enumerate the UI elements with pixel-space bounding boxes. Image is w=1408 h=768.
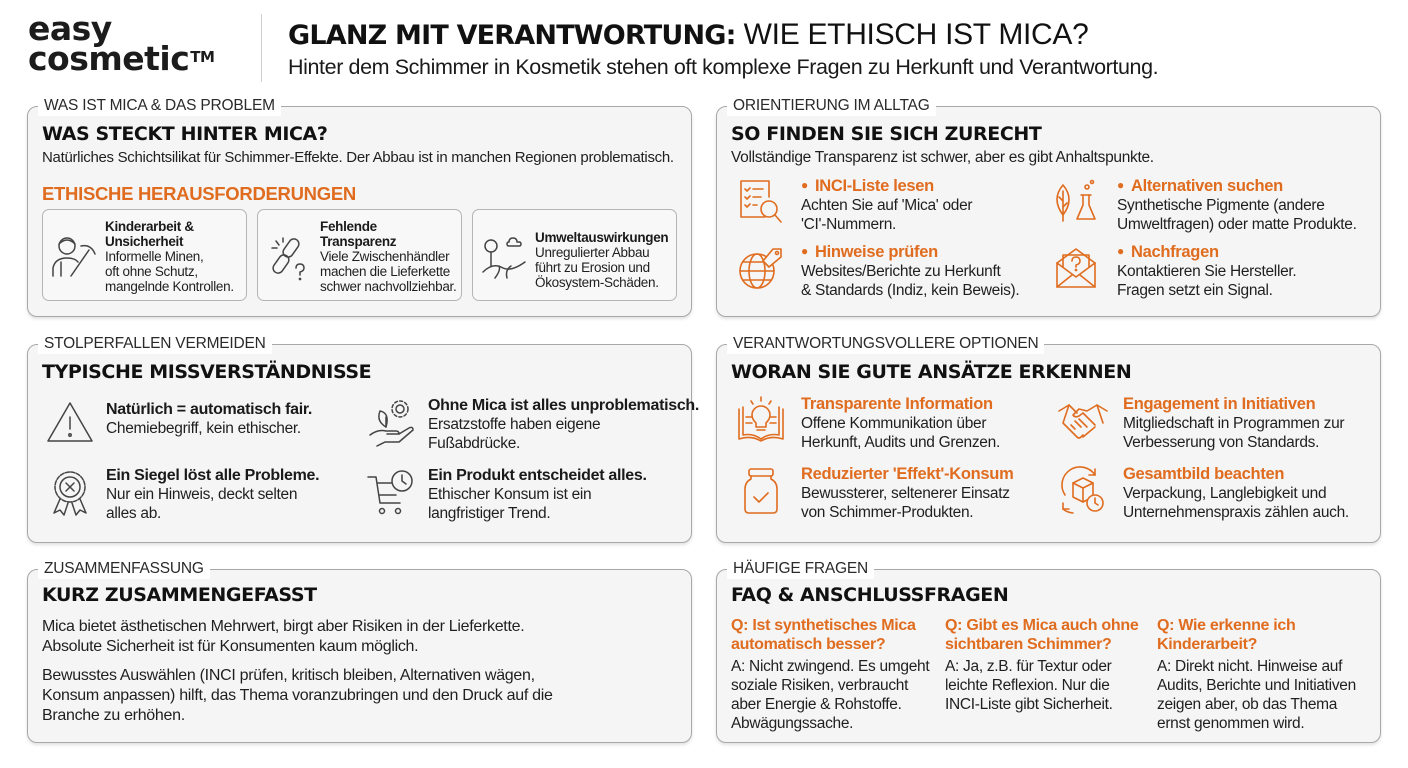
faq-answer: A: Ja, z.B. für Textur oder <box>945 658 1112 675</box>
challenge-text: Viele Zwischenhändler <box>320 249 450 264</box>
item-text: alles ab. <box>106 505 162 522</box>
item-text: langfristiger Trend. <box>428 505 551 522</box>
logo-line-2: cosmetic <box>28 39 190 78</box>
card-label: WAS IST MICA & DAS PROBLEM <box>38 96 281 116</box>
seal-x-icon <box>44 467 96 519</box>
box-cycle-clock-icon <box>1057 465 1109 517</box>
challenge-text: oft ohne Schutz, <box>105 264 198 279</box>
challenge-title-1: Umweltauswirkungen <box>535 230 669 245</box>
faq-answer: A: Nicht zwingend. Es umgeht <box>731 658 930 675</box>
page-subtitle: Hinter dem Schimmer in Kosmetik stehen oft komplexe Fragen zu Herkunft und Verantwortung. <box>288 55 1159 79</box>
card-summary <box>27 560 692 743</box>
item-text: Ersatzstoffe haben eigene <box>428 416 601 433</box>
faq-answer: A: Direkt nicht. Hinweise auf <box>1157 658 1343 675</box>
landscape-erosion-icon <box>479 232 529 282</box>
item-text: Nur ein Hinweis, deckt selten <box>106 486 298 503</box>
challenge-text: mangelnde Kontrollen. <box>105 279 234 294</box>
card-heading: WORAN SIE GUTE ANSÄTZE ERKENNEN <box>731 361 1132 383</box>
jar-check-icon <box>735 465 787 517</box>
summary-line: Branche zu erhöhen. <box>42 707 185 724</box>
card-pitfalls <box>27 335 700 543</box>
leaf-flask-icon <box>1051 177 1103 229</box>
item-text: Mitgliedschaft in Programmen zur <box>1123 415 1345 432</box>
challenge-title-1: Kinderarbeit & <box>105 219 194 234</box>
challenge-card-child-labor <box>42 209 247 301</box>
card-label: HÄUFIGE FRAGEN <box>727 559 874 579</box>
faq-answer: INCI-Liste gibt Sicherheit. <box>945 696 1113 713</box>
item-title: Transparente Information <box>801 395 993 413</box>
faq-item-synthetic <box>731 616 929 733</box>
card-orientation <box>716 97 1381 317</box>
faq-question: Kinderarbeit? <box>1157 636 1258 653</box>
item-title: Ohne Mica ist alles unproblematisch. <box>428 397 700 414</box>
card-label: VERANTWORTUNGSVOLLERE OPTIONEN <box>727 334 1044 354</box>
brand-logo <box>28 9 215 78</box>
card-label: STOLPERFALLEN VERMEIDEN <box>38 334 272 354</box>
faq-question: Q: Gibt es Mica auch ohne <box>945 617 1139 634</box>
challenge-card-transparency <box>257 209 462 301</box>
summary-line: Absolute Sicherheit ist für Konsumenten kaum möglich. <box>42 638 419 655</box>
item-text: 'CI'-Nummern. <box>801 216 897 233</box>
item-title: ● Alternativen suchen <box>1117 177 1357 196</box>
item-text: & Standards (Indiz, kein Beweis). <box>801 282 1020 299</box>
card-description: Natürliches Schichtsilikat für Schimmer-Effekte. Der Abbau ist in manchen Regionen problematisch. <box>42 149 674 166</box>
title-bold: GLANZ MIT VERANTWORTUNG: <box>288 20 736 51</box>
page-title <box>288 18 1089 53</box>
faq-answer: aber Energie & Rohstoffe. <box>731 696 902 713</box>
faq-answer: zeigen aber, ob das Thema <box>1157 696 1338 713</box>
challenge-text: schwer nachvollziehbar. <box>320 279 457 294</box>
item-text: Achten Sie auf 'Mica' oder <box>801 197 973 214</box>
card-mica-problem <box>27 97 692 317</box>
item-text: Herkunft, Audits und Grenzen. <box>801 434 1000 451</box>
handshake-icon <box>1057 395 1109 447</box>
item-text: Umweltfragen) oder matte Produkte. <box>1117 216 1357 233</box>
faq-answer: leichte Reflexion. Nur die <box>945 677 1110 694</box>
item-text: Offene Kommunikation über <box>801 415 987 432</box>
item-text: Ethischer Konsum ist ein <box>428 486 592 503</box>
item-text: Fußabdrücke. <box>428 435 521 452</box>
book-lightbulb-icon <box>735 395 787 447</box>
card-label: ZUSAMMENFASSUNG <box>38 559 210 579</box>
item-title: ● Hinweise prüfen <box>801 243 1019 262</box>
faq-question: Q: Wie erkenne ich <box>1157 617 1296 634</box>
challenge-text: führt zu Erosion und <box>535 260 650 275</box>
item-text: Websites/Berichte zu Herkunft <box>801 263 1001 280</box>
faq-answer: Abwägungssache. <box>731 715 854 732</box>
card-faq <box>716 560 1381 743</box>
item-text: Chemiebegriff, kein ethischer. <box>106 420 301 437</box>
item-title: ● INCI-Liste lesen <box>801 177 972 196</box>
warning-triangle-icon <box>44 397 96 449</box>
logo-line-1: easy <box>28 9 112 48</box>
card-heading: SO FINDEN SIE SICH ZURECHT <box>731 123 1042 145</box>
challenge-text: Informelle Minen, <box>105 249 204 264</box>
item-text: von Schimmer-Produkten. <box>801 504 974 521</box>
faq-answer: ernst genommen wird. <box>1157 715 1305 732</box>
challenge-title-2: Unsicherheit <box>105 234 184 249</box>
card-heading: KURZ ZUSAMMENGEFASST <box>42 584 317 606</box>
globe-tag-icon <box>735 243 787 295</box>
item-title: Ein Siegel löst alle Probleme. <box>106 467 320 484</box>
cart-clock-icon <box>366 467 418 519</box>
item-title: Gesamtbild beachten <box>1123 465 1285 483</box>
faq-question: Q: Ist synthetisches Mica <box>731 617 916 634</box>
faq-item-child-labor <box>1157 616 1356 733</box>
checklist-search-icon <box>735 177 787 229</box>
hand-plant-gear-icon <box>366 397 418 449</box>
challenges-subheading: ETHISCHE HERAUSFORDERUNGEN <box>42 183 356 204</box>
broken-chain-icon <box>264 232 314 282</box>
title-regular: WIE ETHISCH IST MICA? <box>735 18 1089 51</box>
challenge-title-2: Transparenz <box>320 234 397 249</box>
item-title: Ein Produkt entscheidet alles. <box>428 467 647 484</box>
faq-answer: soziale Risiken, verbraucht <box>731 677 909 694</box>
item-title: Engagement in Initiativen <box>1123 395 1316 413</box>
challenge-text: Unregulierter Abbau <box>535 245 650 260</box>
card-options <box>716 335 1381 543</box>
header-divider <box>261 14 262 82</box>
trademark-mark: TM <box>190 48 215 66</box>
item-title: ● Nachfragen <box>1117 243 1296 262</box>
summary-paragraph-1 <box>42 617 524 657</box>
child-miner-icon <box>49 232 99 282</box>
envelope-question-icon <box>1051 243 1103 295</box>
item-text: Verbesserung von Standards. <box>1123 434 1320 451</box>
challenge-text: machen die Lieferkette <box>320 264 450 279</box>
summary-line: Konsum anpassen) hilft, das Thema voranzubringen und den Druck auf die <box>42 687 553 704</box>
item-text: Kontaktieren Sie Hersteller. <box>1117 263 1297 280</box>
page-header <box>0 0 1408 92</box>
card-description: Vollständige Transparenz ist schwer, aber es gibt Anhaltspunkte. <box>731 149 1154 166</box>
card-heading: WAS STECKT HINTER MICA? <box>42 123 328 145</box>
item-text: Fragen setzt ein Signal. <box>1117 282 1273 299</box>
item-text: Synthetische Pigmente (andere <box>1117 197 1325 214</box>
item-title: Natürlich = automatisch fair. <box>106 401 313 418</box>
item-text: Unternehmenspraxis zählen auch. <box>1123 504 1349 521</box>
card-heading: FAQ & ANSCHLUSSFRAGEN <box>731 584 1009 606</box>
item-title: Reduzierter 'Effekt'-Konsum <box>801 465 1014 483</box>
faq-question: sichtbaren Schimmer? <box>945 636 1112 653</box>
faq-question: automatisch besser? <box>731 636 886 653</box>
summary-paragraph-2 <box>42 666 553 726</box>
item-text: Verpackung, Langlebigkeit und <box>1123 485 1327 502</box>
challenge-text: Ökosystem-Schäden. <box>535 275 659 290</box>
card-label: ORIENTIERUNG IM ALLTAG <box>727 96 936 116</box>
faq-item-no-shimmer <box>945 616 1138 714</box>
challenge-title-1: Fehlende <box>320 219 377 234</box>
card-heading: TYPISCHE MISSVERSTÄNDNISSE <box>42 361 372 383</box>
summary-line: Bewusstes Auswählen (INCI prüfen, kritisch bleiben, Alternativen wägen, <box>42 667 535 684</box>
faq-answer: Audits, Berichte und Initiativen <box>1157 677 1356 694</box>
item-text: Bewussterer, seltenerer Einsatz <box>801 485 1010 502</box>
challenge-card-environment <box>472 209 677 301</box>
summary-line: Mica bietet ästhetischen Mehrwert, birgt aber Risiken in der Lieferkette. <box>42 618 525 635</box>
